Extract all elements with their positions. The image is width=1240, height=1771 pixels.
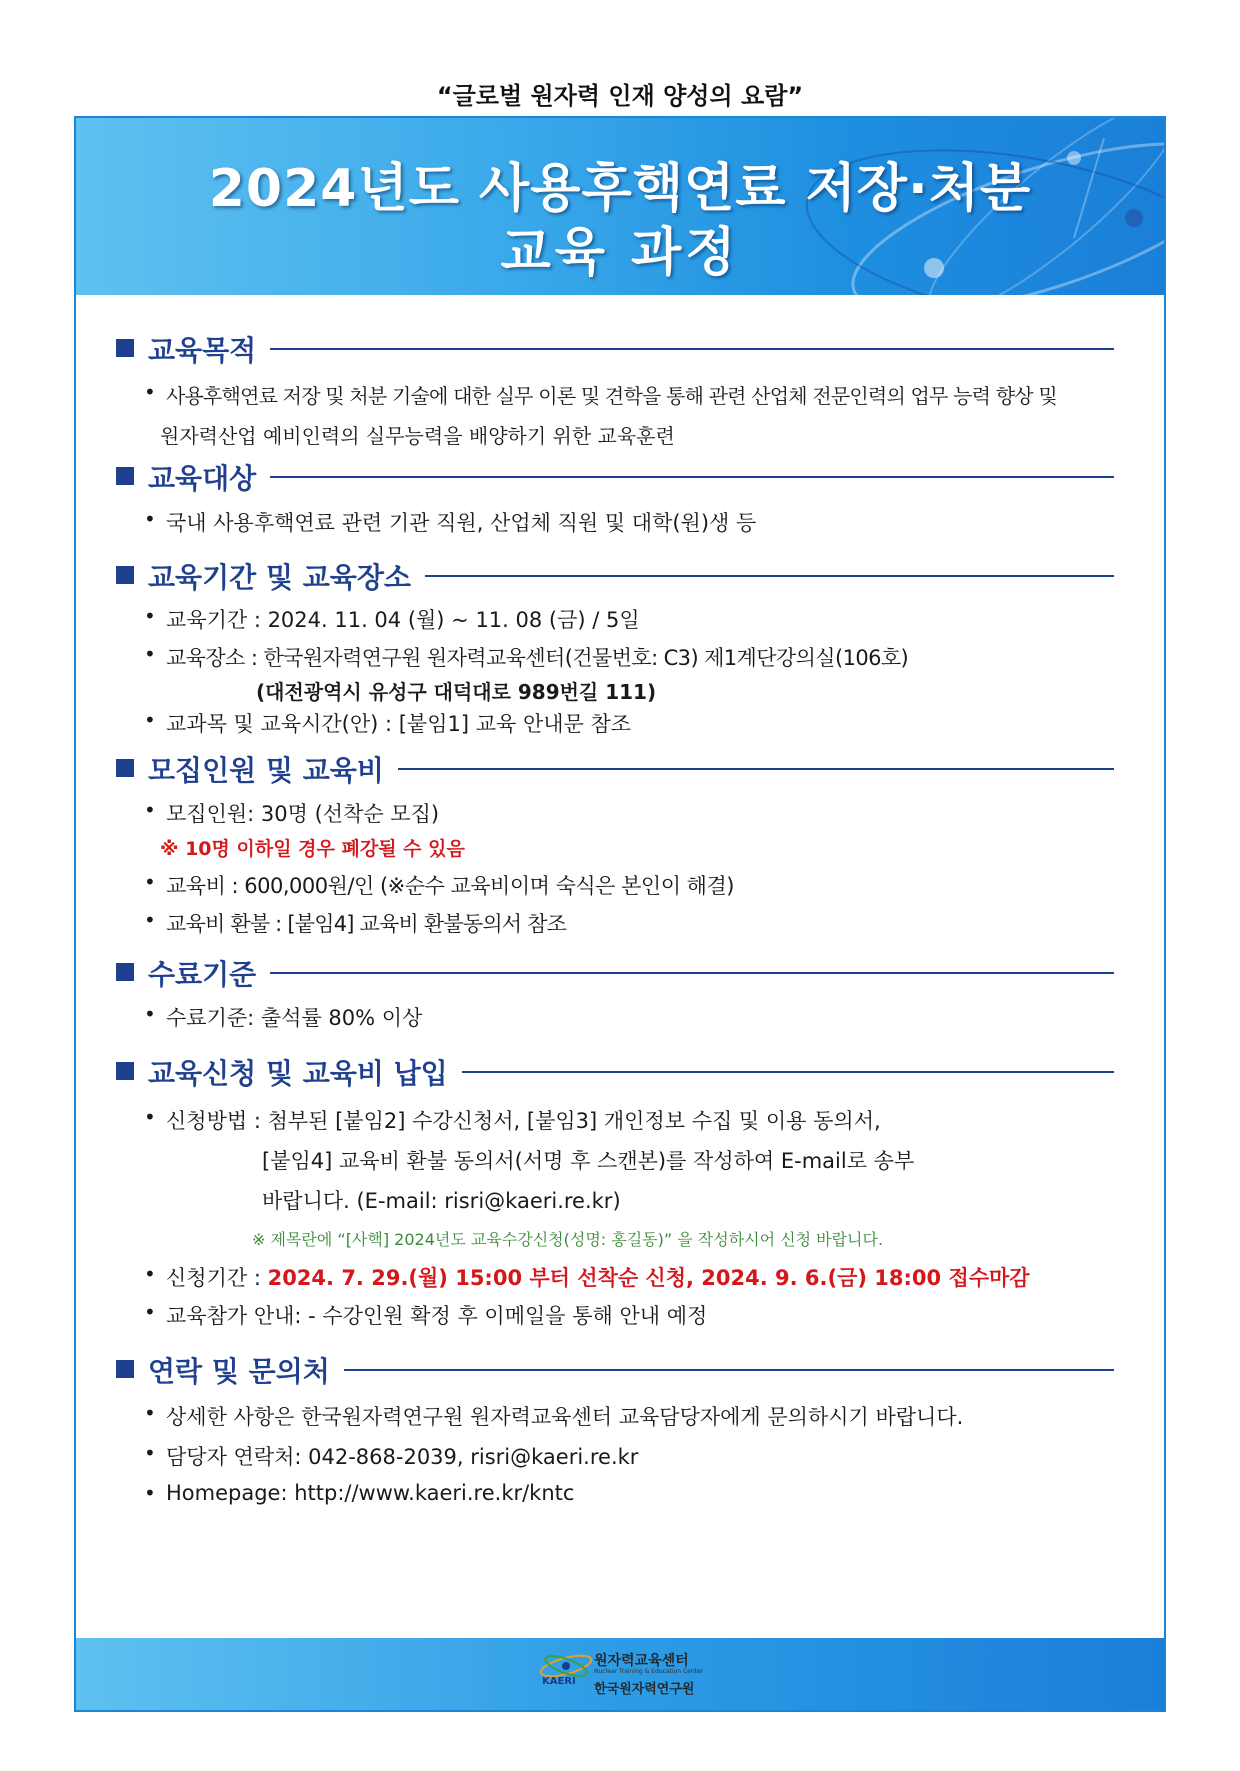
kaeri-logo: [534, 1646, 724, 1702]
apply-method-text: 신청방법 : 첨부된 [붙임2] 수강신청서, [붙임3] 개인정보 수집 및 이용 동의서,: [166, 1109, 881, 1133]
section-purpose: [116, 331, 1114, 365]
section-apply: [116, 1054, 1114, 1088]
bullet-icon: •: [144, 1441, 156, 1465]
place-text: 교육장소 : 한국원자력연구원 원자력교육센터(건물번호: C3) 제1계단강의실(106호): [166, 646, 909, 670]
bullet-icon: •: [144, 1401, 156, 1425]
section-contact: [116, 1352, 1114, 1386]
section-title: 연락 및 문의처: [148, 1350, 344, 1390]
bullet-icon: •: [144, 1481, 156, 1505]
section-square-icon: [116, 339, 134, 357]
bullet-icon: •: [144, 1105, 156, 1129]
homepage-link[interactable]: Homepage: http://www.kaeri.re.kr/kntc: [166, 1481, 575, 1505]
section-square-icon: [116, 1360, 134, 1378]
section-title: 교육목적: [148, 329, 270, 369]
section-title: 교육신청 및 교육비 납입: [148, 1052, 462, 1092]
section-title: 교육대상: [148, 457, 270, 497]
contact-text: 상세한 사항은 한국원자력연구원 원자력교육센터 교육담당자에게 문의하시기 바랍니다.: [166, 1405, 964, 1429]
curriculum-text: 교과목 및 교육시간(안) : [붙임1] 교육 안내문 참조: [166, 712, 632, 736]
logo-text-en: Nuclear Training & Education Center: [594, 1668, 704, 1675]
logo-mark: KAERI: [542, 1676, 576, 1687]
period-text: 교육기간 : 2024. 11. 04 (월) ~ 11. 08 (금) / 5일: [166, 608, 640, 632]
bullet-icon: •: [144, 1262, 156, 1286]
fee-text: 교육비 : 600,000원/인 (※순수 교육비이며 숙식은 본인이 해결): [166, 874, 734, 898]
bullet-icon: •: [144, 642, 156, 666]
bullet-icon: •: [144, 798, 156, 822]
bullet-icon: •: [144, 908, 156, 932]
bullet-icon: •: [144, 708, 156, 732]
purpose-text-cont: 원자력산업 예비인력의 실무능력을 배양하기 위한 교육훈련: [160, 424, 675, 448]
logo-org-name: 한국원자력연구원: [594, 1682, 695, 1697]
apply-period-label: 신청기간 :: [166, 1266, 268, 1290]
contact-phone-email: 담당자 연락처: 042-868-2039, risri@kaeri.re.kr: [166, 1445, 639, 1469]
tagline: “글로벌 원자력 인재 양성의 요람”: [436, 82, 804, 110]
bullet-icon: •: [144, 1300, 156, 1324]
course-subtitle: 교육 과정: [500, 223, 740, 283]
apply-method-text-cont: [붙임4] 교육비 환불 동의서(서명 후 스캔본)를 작성하여 E-mail로 송부: [262, 1149, 915, 1173]
logo-text-kr: 원자력교육센터: [594, 1653, 689, 1669]
apply-method-text-cont: 바랍니다. (E-mail: risri@kaeri.re.kr): [262, 1189, 621, 1213]
section-divider: [148, 348, 1114, 350]
section-square-icon: [116, 566, 134, 584]
course-title: 2024년도 사용후핵연료 저장·처분: [208, 159, 1032, 219]
target-text: 국내 사용후핵연료 관련 기관 직원, 산업체 직원 및 대학(원)생 등: [166, 511, 757, 535]
apply-period-value: 2024. 7. 29.(월) 15:00 부터 선착순 신청, 2024. 9. 6.(금) 18:00 접수마감: [267, 1266, 1030, 1290]
completion-text: 수료기준: 출석률 80% 이상: [166, 1006, 423, 1030]
address-text: (대전광역시 유성구 대덕대로 989번길 111): [256, 680, 657, 704]
section-title: 교육기간 및 교육장소: [148, 556, 425, 596]
cancel-note: ※ 10명 이하일 경우 폐강될 수 있음: [160, 838, 465, 860]
section-square-icon: [116, 759, 134, 777]
bullet-icon: •: [144, 1002, 156, 1026]
bullet-icon: •: [144, 870, 156, 894]
section-recruit: [116, 751, 1114, 785]
section-square-icon: [116, 1062, 134, 1080]
subject-line-note: ※ 제목란에 “[사핵] 2024년도 교육수강신청(성명: 홍길동)” 을 작성하시어 신청 바랍니다.: [252, 1230, 884, 1249]
title-banner: [76, 118, 1164, 295]
participation-guide-text: 교육참가 안내: - 수강인원 확정 후 이메일을 통해 안내 예정: [166, 1304, 708, 1328]
bullet-icon: •: [144, 380, 156, 404]
section-divider: [148, 476, 1114, 478]
section-title: 수료기준: [148, 953, 270, 993]
section-square-icon: [116, 963, 134, 981]
apply-period: [166, 1262, 1030, 1292]
section-target: [116, 459, 1114, 493]
recruit-count-text: 모집인원: 30명 (선착순 모집): [166, 802, 440, 826]
section-title: 모집인원 및 교육비: [148, 749, 398, 789]
refund-text: 교육비 환불 : [붙임4] 교육비 환불동의서 참조: [166, 912, 567, 936]
bullet-icon: •: [144, 604, 156, 628]
purpose-text: 사용후핵연료 저장 및 처분 기술에 대한 실무 이론 및 견학을 통해 관련 산업체 전문인력의 업무 능력 향상 및: [166, 384, 1057, 408]
footer-banner: [76, 1638, 1164, 1710]
section-completion: [116, 955, 1114, 989]
bullet-icon: •: [144, 507, 156, 531]
section-period: [116, 558, 1114, 592]
section-divider: [148, 972, 1114, 974]
brochure-frame: [74, 116, 1166, 1712]
section-square-icon: [116, 467, 134, 485]
